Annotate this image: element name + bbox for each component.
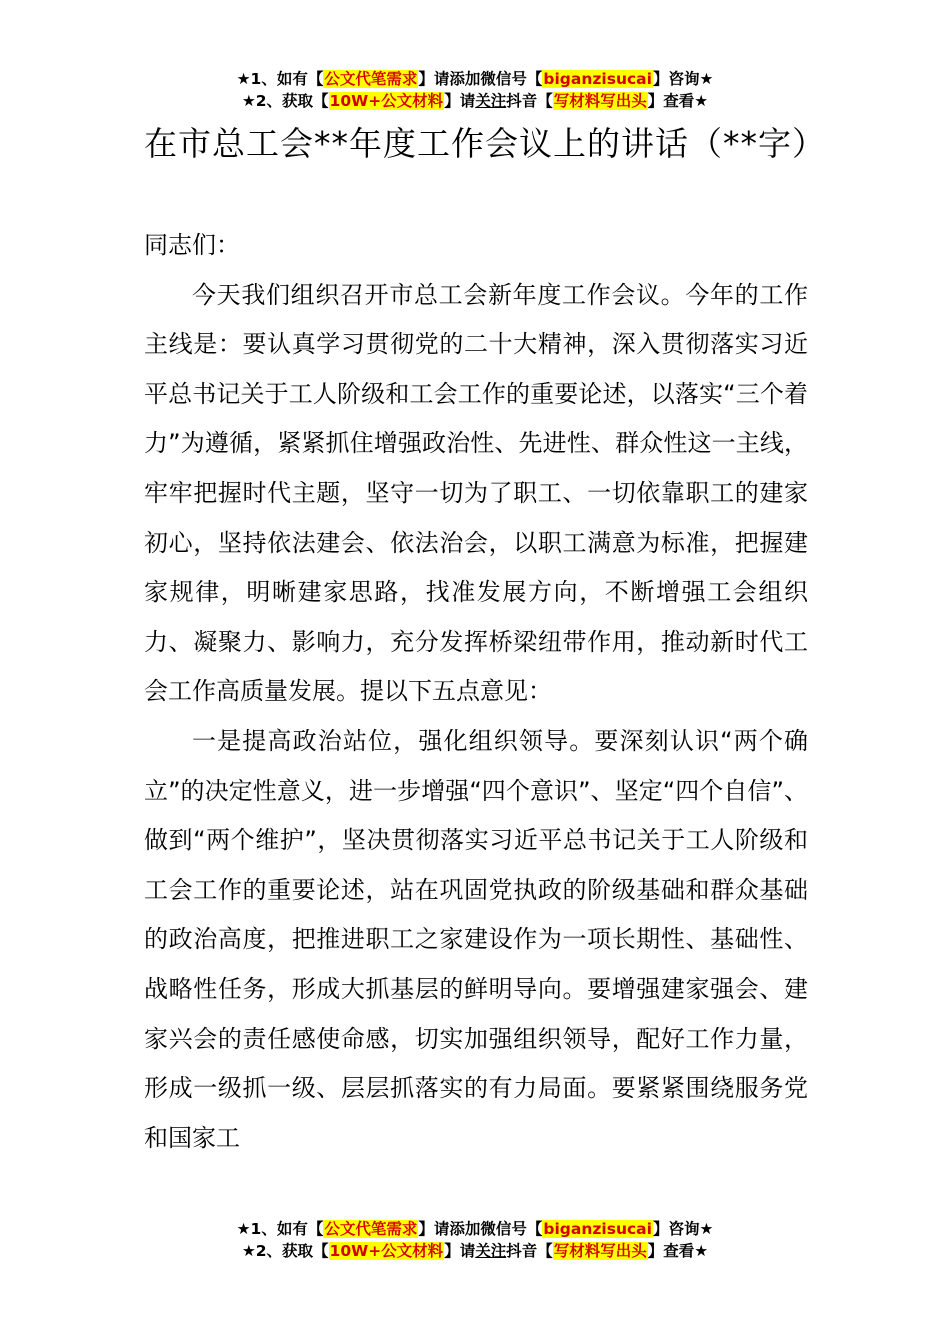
promo-text: 微信号【: [480, 70, 543, 88]
promo-highlight: biganzisucai: [543, 1220, 652, 1238]
salutation: 同志们：: [144, 231, 240, 259]
promo-text: 】查看★: [647, 92, 709, 110]
promo-text: 】请: [444, 92, 476, 110]
promo-line-2: [0, 1240, 950, 1262]
document-body: [144, 221, 808, 1163]
promo-text: ★2、获取【: [241, 92, 329, 110]
promo-line-2: [0, 90, 950, 112]
promo-text: 】咨询★: [652, 1220, 714, 1238]
promo-banner-top: [0, 68, 950, 112]
promo-text: ★1、如有【: [236, 1220, 324, 1238]
promo-highlight: biganzisucai: [543, 70, 652, 88]
promo-line-1: [0, 1218, 950, 1240]
promo-text: 抖音【: [506, 1242, 553, 1260]
promo-text: 】查看★: [647, 1242, 709, 1260]
paragraph: 一是提高政治站位，强化组织领导。要深刻认识“两个确立”的决定性意义，进一步增强“四个意识”、坚定“四个自信”、做到“两个维护”，坚决贯彻落实习近平总书记关于工人阶级和工会工作的重要论述，站在巩固党执政的阶级基础和群众基础的政治高度，把推进职工之家建设作为一项长期性、基础性、战略性任务，形成大抓基层的鲜明导向。要增强建家强会、建家兴会的责任感使命感，切实加强组织领导，配好工作力量，形成一级抓一级、层层抓落实的有力局面。要紧紧围绕服务党和国家工: [144, 726, 808, 1152]
promo-text: 】请: [418, 1220, 450, 1238]
promo-emphasis: 添加: [449, 1220, 481, 1238]
promo-highlight: 写材料写出头: [553, 1242, 647, 1260]
promo-text: 】咨询★: [652, 70, 714, 88]
promo-text: 微信号【: [480, 1220, 543, 1238]
promo-emphasis: 关注: [475, 1242, 507, 1260]
promo-text: 】请: [444, 1242, 476, 1260]
promo-highlight: 公文代笔需求: [324, 1220, 418, 1238]
promo-highlight: 公文代笔需求: [324, 70, 418, 88]
promo-highlight: 10W+公文材料: [329, 1242, 444, 1260]
promo-line-1: [0, 68, 950, 90]
document-title: 在市总工会**年度工作会议上的讲话（**字）: [144, 124, 826, 163]
promo-emphasis: 关注: [475, 92, 507, 110]
promo-text: ★2、获取【: [241, 1242, 329, 1260]
promo-banner-bottom: [0, 1218, 950, 1262]
promo-text: ★1、如有【: [236, 70, 324, 88]
promo-text: 抖音【: [506, 92, 553, 110]
paragraph: 今天我们组织召开市总工会新年度工作会议。今年的工作主线是：要认真学习贯彻党的二十大精神，深入贯彻落实习近平总书记关于工人阶级和工会工作的重要论述，以落实“三个着力”为遵循，紧紧抓住增强政治性、先进性、群众性这一主线，牢牢把握时代主题，坚守一切为了职工、一切依靠职工的建家初心，坚持依法建会、依法治会，以职工满意为标准，把握建家规律，明晰建家思路，找准发展方向，不断增强工会组织力、凝聚力、影响力，充分发挥桥梁纽带作用，推动新时代工会工作高质量发展。提以下五点意见：: [144, 280, 808, 706]
promo-emphasis: 添加: [449, 70, 481, 88]
promo-highlight: 10W+公文材料: [329, 92, 444, 110]
promo-highlight: 写材料写出头: [553, 92, 647, 110]
promo-text: 】请: [418, 70, 450, 88]
